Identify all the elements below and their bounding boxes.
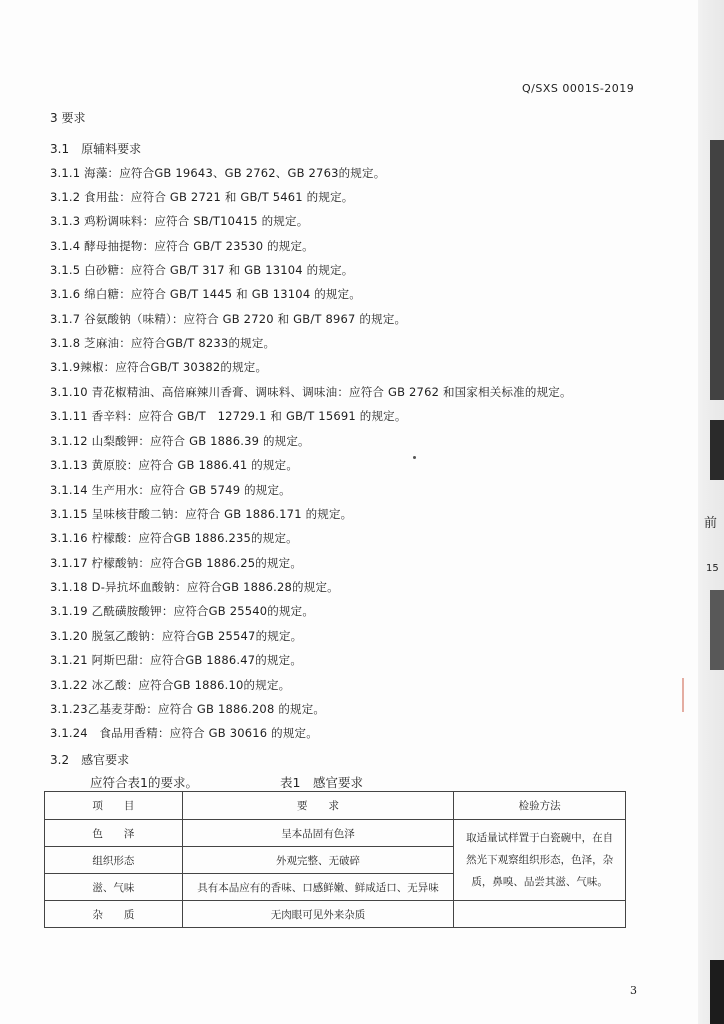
row-requirement: 呈本品固有色泽: [182, 820, 454, 847]
adjacent-page-glyph: 前: [704, 516, 718, 531]
list-item: 3.1.22 冰乙酸：应符合GB 1886.10的规定。: [50, 678, 291, 692]
standard-code: Q/SXS 0001S-2019: [522, 82, 635, 95]
list-item: 3.1.17 柠檬酸钠：应符合GB 1886.25的规定。: [50, 556, 303, 570]
row-requirement: 外观完整、无破碎: [182, 847, 454, 874]
scan-shadow: [710, 140, 724, 400]
list-item: 3.1.12 山梨酸钾：应符合 GB 1886.39 的规定。: [50, 434, 310, 448]
section-3-2-heading: 3.2 感官要求: [50, 753, 130, 767]
header-requirement: 要 求: [182, 792, 454, 820]
list-item: 3.1.1 海藻：应符合GB 19643、GB 2762、GB 2763的规定。: [50, 166, 386, 180]
list-item: 3.1.21 阿斯巴甜：应符合GB 1886.47的规定。: [50, 653, 303, 667]
sensory-requirements-table: [44, 791, 626, 928]
list-item: 3.1.20 脱氢乙酸钠：应符合GB 25547的规定。: [50, 629, 303, 643]
list-item: 3.1.10 青花椒精油、高倍麻辣川香膏、调味料、调味油：应符合 GB 2762 和国家相关标准的规定。: [50, 385, 572, 399]
scan-shadow: [710, 960, 724, 1024]
list-item: 3.1.13 黄原胶：应符合 GB 1886.41 的规定。: [50, 458, 299, 472]
list-item: 3.1.14 生产用水：应符合 GB 5749 的规定。: [50, 483, 291, 497]
table-row: [45, 901, 626, 928]
header-method: 检验方法: [454, 792, 626, 820]
list-item: 3.1.23乙基麦芽酚：应符合 GB 1886.208 的规定。: [50, 702, 326, 716]
row-requirement: 无肉眼可见外来杂质: [182, 901, 454, 928]
table-header-row: [45, 792, 626, 820]
adjacent-page-number: 15: [706, 563, 719, 574]
scan-speck: [413, 456, 416, 459]
list-item: 3.1.6 绵白糖：应符合 GB/T 1445 和 GB 13104 的规定。: [50, 287, 361, 301]
list-item: 3.1.18 D-异抗坏血酸钠：应符合GB 1886.28的规定。: [50, 580, 339, 594]
scan-shadow: [710, 420, 724, 480]
scan-shadow: [710, 590, 724, 670]
section-3-heading: 3 要求: [50, 111, 86, 125]
row-item: 杂 质: [45, 901, 183, 928]
row-item: 色 泽: [45, 820, 183, 847]
row-requirement: 具有本品应有的香味、口感鲜嫩、鲜咸适口、无异味: [182, 874, 454, 901]
list-item: 3.1.24 食品用香精：应符合 GB 30616 的规定。: [50, 726, 318, 740]
list-item: 3.1.3 鸡粉调味料：应符合 SB/T10415 的规定。: [50, 214, 309, 228]
list-item: 3.1.9辣椒：应符合GB/T 30382的规定。: [50, 360, 268, 374]
page-number: 3: [630, 984, 637, 997]
stamp-fragment: [682, 678, 696, 712]
list-item: 3.1.16 柠檬酸：应符合GB 1886.235的规定。: [50, 531, 298, 545]
row-item: 组织形态: [45, 847, 183, 874]
list-item: 3.1.4 酵母抽提物：应符合 GB/T 23530 的规定。: [50, 239, 314, 253]
table-caption: 表1 感官要求: [280, 775, 363, 790]
list-item: 3.1.5 白砂糖：应符合 GB/T 317 和 GB 13104 的规定。: [50, 263, 354, 277]
list-item: 3.1.2 食用盐：应符合 GB 2721 和 GB/T 5461 的规定。: [50, 190, 354, 204]
list-item: 3.1.19 乙酰磺胺酸钾：应符合GB 25540的规定。: [50, 604, 315, 618]
list-item: 3.1.15 呈味核苷酸二钠：应符合 GB 1886.171 的规定。: [50, 507, 353, 521]
list-item: 3.1.7 谷氨酸钠（味精）：应符合 GB 2720 和 GB/T 8967 的规定。: [50, 312, 407, 326]
list-item: 3.1.8 芝麻油：应符合GB/T 8233的规定。: [50, 336, 276, 350]
header-item: 项 目: [45, 792, 183, 820]
inspection-method: 取适量试样置于白瓷碗中，在自然光下观察组织形态，色泽，杂质，鼻嗅、品尝其滋、气味。: [454, 820, 626, 901]
row-item: 滋、气味: [45, 874, 183, 901]
table-intro: 应符合表1的要求。: [90, 775, 198, 790]
empty-cell: [454, 901, 626, 928]
section-3-1-heading: 3.1 原辅料要求: [50, 142, 142, 156]
table-row: [45, 820, 626, 847]
list-item: 3.1.11 香辛料：应符合 GB/T 12729.1 和 GB/T 15691 的规定。: [50, 409, 407, 423]
